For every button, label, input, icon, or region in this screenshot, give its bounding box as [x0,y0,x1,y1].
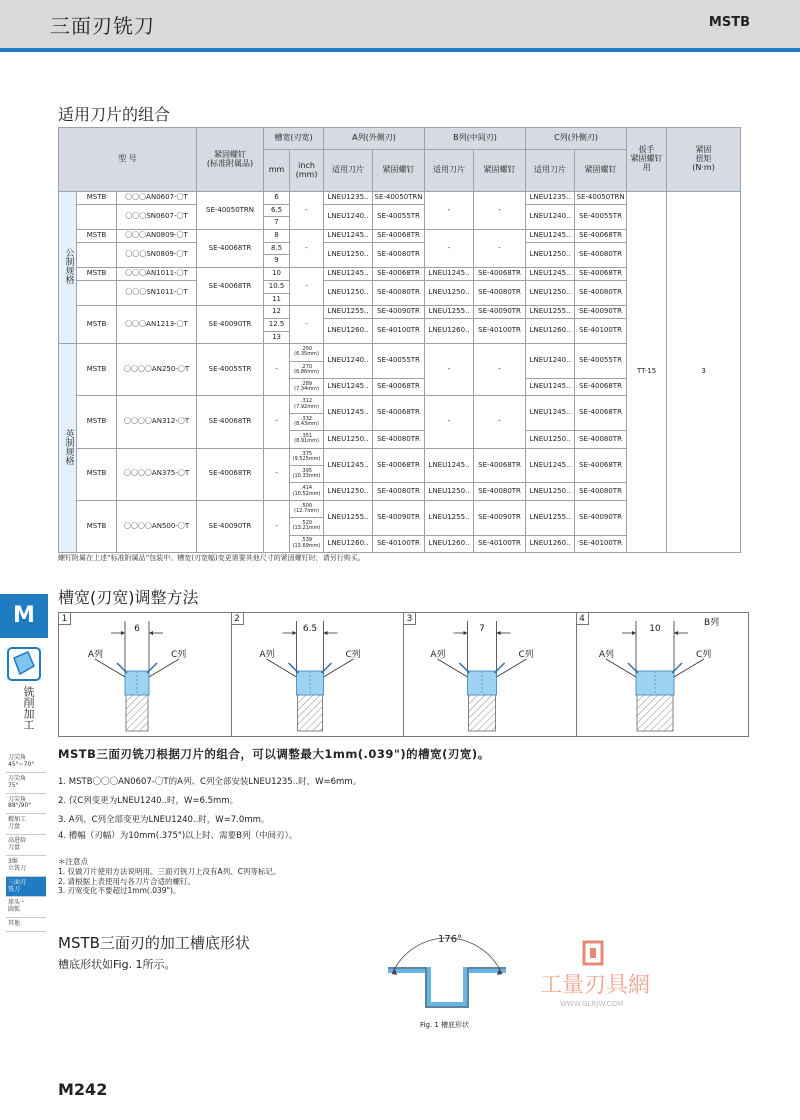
a-insert: LNEU1260.. [324,535,373,552]
a-screw: SE-40100TR [373,318,425,343]
width-mm: 10.5 [264,280,290,293]
width-mm: 10 [264,268,290,281]
model-code: 〇〇〇AN0607-〇T [117,192,197,205]
series-cell: MSTB [77,396,117,448]
table-footnote: 螺钉附属在上述“标准附属品”包装中。槽宽(刃宽幅)变更需要其他尺寸的紧固螺钉时，请另行购买。 [58,554,365,562]
list-item-4: 4. 槽幅（刃幅）为10mm(.375")以上时、需要B列（中间刃）。 [58,831,298,841]
b-screw: SE-40090TR [474,306,526,319]
note-1: 1. 仅做刀片使用方法说明用。三面刃铣刀上没有A列、C列等标记。 [58,866,281,876]
model-code: 〇〇〇AN0809-〇T [117,230,197,243]
a-insert: LNEU1245.. [324,268,373,281]
width-mm: 13 [264,331,290,344]
a-row-label: A列 [430,650,446,660]
c-insert: LNEU1245.. [526,396,575,431]
width-mm: 11 [264,293,290,306]
list-item-3: 3. A列、C列全部变更为LNEU1240..时，W=7.0mm。 [58,815,270,825]
b-insert: - [425,344,474,396]
header-model: 型 号 [59,128,197,192]
a-screw: SE-40050TRN [373,192,425,205]
side-menu-item[interactable]: 刀尖角 75° [6,773,46,794]
a-screw: SE-40068TR [373,448,425,483]
a-insert: LNEU1250.. [324,242,373,267]
series-cell [77,204,117,229]
groove-bottom-figure [380,930,510,1015]
a-screw: SE-40068TR [373,379,425,396]
b-insert: LNEU1255.. [425,306,474,319]
a-insert: LNEU1250.. [324,483,373,500]
width-inch: - [290,192,324,230]
side-menu-item[interactable]: 刀尖角 45°~70° [6,752,46,773]
width-inch: .395 (10.33mm) [290,465,324,482]
a-screw: SE-40068TR [373,396,425,431]
c-insert: LNEU1240.. [526,204,575,229]
c-insert: LNEU1245.. [526,230,575,243]
b-screw: - [474,396,526,448]
c-insert: LNEU1260.. [526,318,575,343]
panel-number: 1 [59,613,71,625]
c-insert: LNEU1250.. [526,431,575,448]
side-label-inch [59,344,77,553]
a-screw: SE-40090TR [373,500,425,535]
list-item-1: 1. MSTB〇〇〇AN0607-〇T的A列、C列全部安装LNEU1235..时，W=6mm。 [58,777,362,787]
a-insert: LNEU1240.. [324,204,373,229]
side-menu-item[interactable]: 球头・ 圆弧 [6,897,46,918]
width-inch: .500 (12.7mm) [290,500,324,517]
c-row-label: C列 [518,650,534,660]
panel-number: 2 [232,613,244,625]
header-a-row: A列(外侧刃) [324,128,425,150]
c-screw: SE-40068TR [575,230,627,243]
model-code: 〇〇〇〇AN312-〇T [117,396,197,448]
side-menu-item[interactable]: 刀尖角 88°/90° [6,794,46,815]
a-screw: SE-40055TR [373,344,425,379]
width-mm: - [264,500,290,552]
width-inch: .312 (7.92mm) [290,396,324,413]
a-insert: LNEU1240.. [324,344,373,379]
width-mm: 12.5 [264,318,290,331]
width-inch: .539 (13.69mm) [290,535,324,552]
width-mm: - [264,344,290,396]
a-screw: SE-40080TR [373,431,425,448]
c-screw: SE-40080TR [575,483,627,500]
b-screw: - [474,192,526,230]
header-c-screw: 紧固螺钉 [575,150,627,192]
b-insert: - [425,230,474,268]
c-screw: SE-40080TR [575,431,627,448]
c-insert: LNEU1255.. [526,306,575,319]
insert-combination-table [58,127,741,553]
c-screw: SE-40090TR [575,306,627,319]
notes-heading: ＊注意点 [58,857,88,866]
b-screw: SE-40100TR [474,318,526,343]
c-insert: LNEU1245.. [526,268,575,281]
adjust-panel-3 [403,612,576,737]
panel-number: 4 [577,613,589,625]
a-screw: SE-40055TR [373,204,425,229]
width-value: 6.5 [302,624,317,634]
c-row-label: C列 [171,650,187,660]
side-menu-item[interactable]: 其他 [6,918,46,932]
note-2: 2. 请根据上表使用与各刀片合适的螺钉。 [58,876,196,886]
width-inch: - [290,230,324,268]
model-code: 〇〇〇〇AN375-〇T [117,448,197,500]
page-number: M242 [58,1080,108,1099]
c-screw: SE-40055TR [575,344,627,379]
c-insert: LNEU1255.. [526,500,575,535]
screw-cell: SE-40068TR [197,230,264,268]
b-screw: SE-40100TR [474,535,526,552]
summary-text: MSTB三面刃铣刀根据刀片的组合，可以调整最大1mm(.039")的槽宽(刃宽)。 [58,747,490,761]
a-screw: SE-40090TR [373,306,425,319]
watermark-text: 工量刃具網 [540,973,651,998]
screw-cell: SE-40068TR [197,448,264,500]
screw-cell: SE-40090TR [197,306,264,344]
section-title-combination: 适用刀片的组合 [58,105,171,124]
width-inch: .332 (8.43mm) [290,413,324,430]
page-title: 三面刃铣刀 [50,14,155,38]
adjust-panel-1 [58,612,231,737]
b-insert: LNEU1255.. [425,500,474,535]
c-insert: LNEU1250.. [526,483,575,500]
b-insert: LNEU1245.. [425,268,474,281]
width-mm: 6.5 [264,204,290,217]
screw-cell: SE-40068TR [197,396,264,448]
width-mm: 12 [264,306,290,319]
a-insert: LNEU1260.. [324,318,373,343]
brand-label: MSTB [708,15,750,30]
width-inch: .520 (13.21mm) [290,518,324,535]
header-a-insert: 适用刀片 [324,150,373,192]
fig-title: MSTB三面刃的加工槽底形状 [58,934,250,952]
screw-cell: SE-40068TR [197,268,264,306]
b-screw: - [474,230,526,268]
c-row-label: C列 [345,650,361,660]
c-screw: SE-40068TR [575,448,627,483]
c-insert: LNEU1240.. [526,344,575,379]
series-cell: MSTB [77,230,117,243]
a-row-label: A列 [258,650,274,660]
list-item-2: 2. 仅C列变更为LNEU1240..时，W=6.5mm。 [58,796,239,806]
a-screw: SE-40068TR [373,230,425,243]
c-screw: SE-40055TR [575,204,627,229]
adjust-panel-4 [576,612,750,737]
width-mm: 6 [264,192,290,205]
header-b-insert: 适用刀片 [425,150,474,192]
header-bar [0,48,800,52]
series-cell: MSTB [77,448,117,500]
c-insert: LNEU1235.. [526,192,575,205]
width-mm: 8.5 [264,242,290,255]
a-insert: LNEU1245.. [324,396,373,431]
side-menu-item[interactable]: 三面刃 铣刀 [6,877,46,898]
width-mm: - [264,396,290,448]
c-screw: SE-40068TR [575,379,627,396]
b-insert: - [425,396,474,448]
width-value: 6 [134,624,140,634]
header-torque: 紧固 扭矩 (N·m) [667,128,741,192]
c-screw: SE-40090TR [575,500,627,535]
adjust-diagrams [58,612,749,737]
angle-label: 176° [438,934,463,945]
model-code: 〇〇〇AN1011-〇T [117,268,197,281]
header-a-screw: 紧固螺钉 [373,150,425,192]
b-insert: LNEU1260.. [425,535,474,552]
c-insert: LNEU1260.. [526,535,575,552]
a-screw: SE-40080TR [373,280,425,305]
c-screw: SE-40100TR [575,318,627,343]
b-screw: SE-40080TR [474,280,526,305]
a-insert: LNEU1235.. [324,192,373,205]
model-code: 〇〇〇SN0607-〇T [117,204,197,229]
a-screw: SE-40068TR [373,268,425,281]
width-inch: .375 (9.525mm) [290,448,324,465]
b-screw: SE-40068TR [474,268,526,281]
header-b-row: B列(中间刃) [425,128,526,150]
header-wrench: 扳手 紧固螺钉用 [627,128,667,192]
side-label-metric [59,192,77,344]
section-title-adjust: 槽宽(刃宽)调整方法 [58,588,199,607]
width-mm: 7 [264,217,290,230]
b-screw: - [474,344,526,396]
series-cell: MSTB [77,268,117,281]
series-cell [77,280,117,305]
c-insert: LNEU1250.. [526,280,575,305]
series-cell: MSTB [77,306,117,344]
header-width: 槽宽(刃宽) [264,128,324,150]
screw-cell: SE-40090TR [197,500,264,552]
c-insert: LNEU1245.. [526,448,575,483]
width-inch: - [290,268,324,306]
table-row [59,192,741,205]
c-screw: SE-40080TR [575,242,627,267]
header-screw: 紧固螺钉 (标准附属品) [197,128,264,192]
b-row-label: B列 [703,618,719,628]
side-menu-item[interactable]: 3维 立铣刀 [6,856,46,877]
screw-cell: SE-40055TR [197,344,264,396]
side-menu-item[interactable]: 精加工 刀盘 [6,814,46,835]
c-row-label: C列 [695,650,711,660]
model-code: 〇〇〇AN1213-〇T [117,306,197,344]
torque-cell: 3 [667,192,741,553]
series-cell: MSTB [77,192,117,205]
watermark-logo [540,940,700,1014]
model-code: 〇〇〇SN0809-〇T [117,242,197,267]
series-cell: MSTB [77,344,117,396]
width-inch: .289 (7.34mm) [290,379,324,396]
a-screw: SE-40100TR [373,535,425,552]
watermark-url: WWW.GLRJW.COM [560,1000,624,1008]
inch-label: 英制规格 [63,428,74,465]
wrench-cell: TT-15 [627,192,667,553]
a-insert: LNEU1245.. [324,230,373,243]
c-screw: SE-40050TRN [575,192,627,205]
panel-number: 3 [404,613,416,625]
a-row-label: A列 [598,650,614,660]
series-cell [77,242,117,267]
header-b-screw: 紧固螺钉 [474,150,526,192]
a-insert: LNEU1245.. [324,448,373,483]
note-3: 3. 刃宽变化不要超过1mm(.039")。 [58,886,181,896]
header-mm: mm [264,150,290,192]
width-value: 10 [648,624,661,634]
width-inch: .351 (8.91mm) [290,431,324,448]
a-insert: LNEU1250.. [324,431,373,448]
a-insert: LNEU1255.. [324,500,373,535]
c-screw: SE-40068TR [575,396,627,431]
a-insert: LNEU1245.. [324,379,373,396]
a-row-label: A列 [87,650,103,660]
header-c-insert: 适用刀片 [526,150,575,192]
c-insert: LNEU1250.. [526,242,575,267]
width-mm: 9 [264,255,290,268]
header-inch: inch (mm) [290,150,324,192]
screw-cell: SE-40050TRN [197,192,264,230]
width-value: 7 [479,624,485,634]
model-code: 〇〇〇〇AN250-〇T [117,344,197,396]
milling-insert-icon [6,646,42,682]
a-insert: LNEU1255.. [324,306,373,319]
side-menu [6,752,46,932]
c-screw: SE-40080TR [575,280,627,305]
b-insert: LNEU1260.. [425,318,474,343]
notes-block [58,857,280,896]
b-screw: SE-40090TR [474,500,526,535]
fig-description: 槽底形状如Fig. 1所示。 [58,958,176,971]
b-screw: SE-40068TR [474,448,526,483]
metric-label: 公制规格 [63,248,74,285]
fig-caption: Fig. 1 槽底形状 [420,1021,470,1029]
side-category-label: 铣削加工 [22,686,35,730]
width-inch: .250 (6.35mm) [290,344,324,361]
a-insert: LNEU1250.. [324,280,373,305]
side-menu-item[interactable]: 高进给 刀盘 [6,835,46,856]
b-insert: LNEU1245.. [425,448,474,483]
width-mm: - [264,448,290,500]
header-c-row: C列(外侧刃) [526,128,627,150]
series-cell: MSTB [77,500,117,552]
c-screw: SE-40068TR [575,268,627,281]
model-code: 〇〇〇〇AN500-〇T [117,500,197,552]
section-tab-m[interactable]: M [0,594,48,638]
a-screw: SE-40080TR [373,483,425,500]
b-insert: LNEU1250.. [425,483,474,500]
b-insert: - [425,192,474,230]
adjust-panel-2 [231,612,404,737]
width-inch: .414 (10.52mm) [290,483,324,500]
width-inch: .270 (6.86mm) [290,361,324,378]
b-screw: SE-40080TR [474,483,526,500]
b-insert: LNEU1250.. [425,280,474,305]
c-insert: LNEU1245.. [526,379,575,396]
c-screw: SE-40100TR [575,535,627,552]
model-code: 〇〇〇SN1011-〇T [117,280,197,305]
width-inch: - [290,306,324,344]
width-mm: 8 [264,230,290,243]
a-screw: SE-40080TR [373,242,425,267]
